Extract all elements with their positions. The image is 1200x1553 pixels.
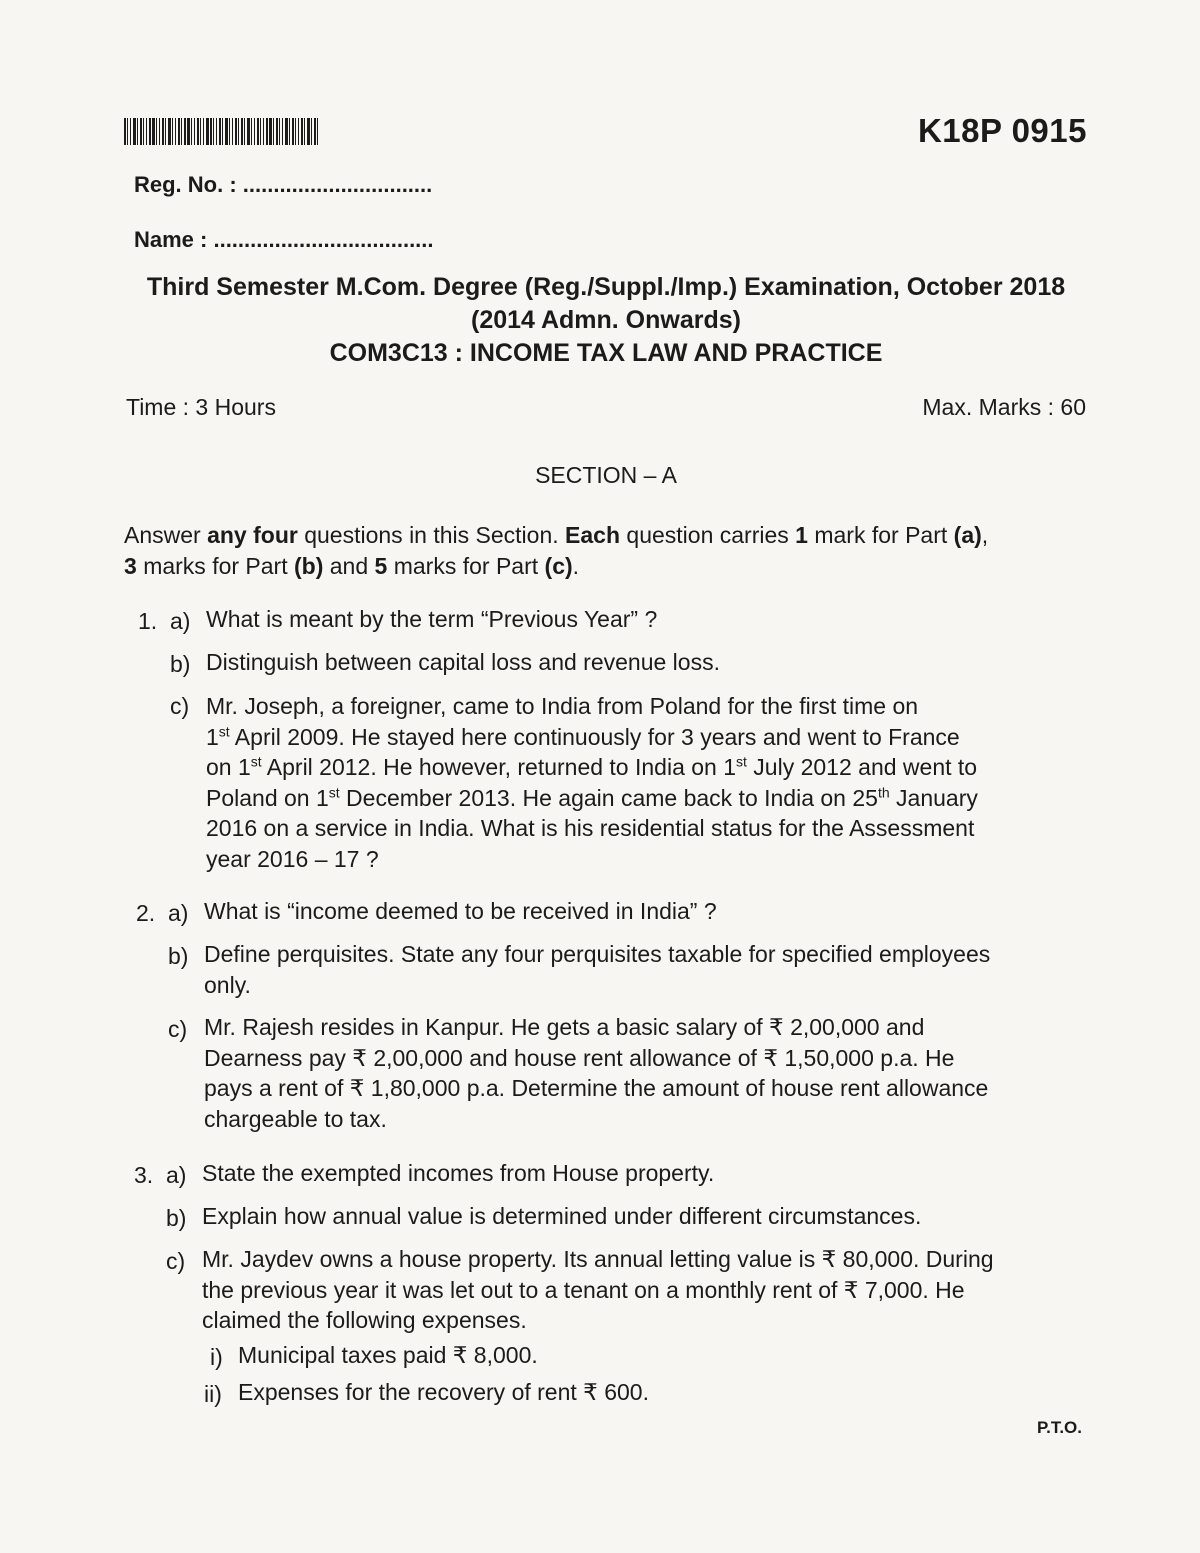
barcode-bar <box>159 118 160 145</box>
barcode-bar <box>266 118 268 145</box>
barcode-bar <box>314 118 316 145</box>
barcode-bar <box>260 118 261 145</box>
section-instruction: Answer any four questions in this Section. Each question carries 1 mark for Part (a), 3 marks for Part (b) and 5 marks for Part (c). <box>124 522 989 579</box>
barcode-bar <box>162 118 164 145</box>
barcode-bar <box>127 118 128 145</box>
barcode-bar <box>146 118 147 145</box>
barcode-bar <box>191 118 192 145</box>
barcode-bar <box>156 118 157 145</box>
barcode-bar <box>175 118 176 145</box>
barcode-bar <box>241 118 243 145</box>
barcode-bar <box>254 118 255 145</box>
question-2b-text: Define perquisites. State any four perquisites taxable for specified employees only. <box>204 941 991 998</box>
reg-no-field: Reg. No. : ............................... <box>134 172 433 197</box>
barcode-bar <box>152 118 155 145</box>
question-2c-text: Mr. Rajesh resides in Kanpur. He gets a basic salary of ₹ 2,00,000 and Dearness pay ₹ 2,00,000 and house rent allowance of ₹ 1,50,000 p.a. He pays a rent of ₹ 1,80,000 p.a. Determine the amount of house rent allowance chargeable to tax. <box>204 1014 989 1132</box>
barcode-bar <box>197 118 199 145</box>
question-3c-i-text: Municipal taxes paid ₹ 8,000. <box>238 1342 538 1368</box>
barcode-bar <box>137 118 138 145</box>
barcode-bar <box>311 118 312 145</box>
barcode-bar <box>210 118 212 145</box>
admission-note: (2014 Admn. Onwards) <box>471 306 741 334</box>
barcode-bar <box>273 118 274 145</box>
question-1a-label: a) <box>170 608 191 634</box>
section-title: SECTION – A <box>535 462 677 488</box>
barcode-bar <box>285 118 288 145</box>
question-3b-label: b) <box>166 1205 187 1231</box>
barcode-bar <box>244 118 245 145</box>
barcode-bar <box>232 118 233 145</box>
name-field: Name : .................................... <box>134 227 434 252</box>
barcode-bar <box>194 118 195 145</box>
barcode-bar <box>235 118 237 145</box>
course-title: COM3C13 : INCOME TAX LAW AND PRACTICE <box>329 339 883 367</box>
question-1b-label: b) <box>170 651 191 677</box>
question-2-number: 2. <box>136 900 156 926</box>
barcode-bar <box>282 118 283 145</box>
barcode-bar <box>304 118 305 145</box>
question-3b-text: Explain how annual value is determined under different circumstances. <box>202 1203 922 1229</box>
barcode-bar <box>149 118 151 145</box>
barcode-bar <box>307 118 310 145</box>
paper-code: K18P 0915 <box>917 112 1087 149</box>
barcode-bar <box>187 118 190 145</box>
barcode-bar <box>143 118 144 145</box>
barcode-bar <box>222 118 223 145</box>
barcode-bar <box>133 118 136 145</box>
barcode-bar <box>200 118 201 145</box>
barcode-bar <box>181 118 182 145</box>
barcode-bar <box>276 118 278 145</box>
barcode-bar <box>269 118 272 145</box>
barcode-bar <box>165 118 166 145</box>
barcode-bar <box>184 118 186 145</box>
barcode-bar <box>225 118 228 145</box>
question-2a-text: What is “income deemed to be received in India” ? <box>204 898 717 924</box>
question-2b-label: b) <box>168 943 189 969</box>
barcode-bar <box>219 118 221 145</box>
barcode-bar <box>257 118 259 145</box>
question-1a-text: What is meant by the term “Previous Year” ? <box>206 606 658 632</box>
question-3a-label: a) <box>166 1162 187 1188</box>
barcode-bar <box>317 118 318 145</box>
barcode-bar <box>279 118 280 145</box>
barcode <box>124 118 346 145</box>
question-2a-label: a) <box>168 900 189 926</box>
question-2c-label: c) <box>168 1016 188 1042</box>
question-1b-text: Distinguish between capital loss and revenue loss. <box>206 649 720 675</box>
barcode-bar <box>298 118 299 145</box>
question-3-number: 3. <box>134 1162 154 1188</box>
barcode-bar <box>124 118 126 145</box>
exam-title: Third Semester M.Com. Degree (Reg./Suppl./Imp.) Examination, October 2018 <box>146 273 1066 301</box>
barcode-bar <box>140 118 142 145</box>
barcode-bar <box>289 118 290 145</box>
question-3c-i-label: i) <box>210 1344 223 1370</box>
barcode-bar <box>206 118 209 145</box>
question-3c-ii-text: Expenses for the recovery of rent ₹ 600. <box>238 1379 649 1405</box>
barcode-bar <box>216 118 217 145</box>
barcode-bar <box>178 118 180 145</box>
question-1-number: 1. <box>138 608 158 634</box>
question-3c-label: c) <box>166 1248 186 1274</box>
barcode-bar <box>130 118 131 145</box>
question-3c-ii-label: ii) <box>204 1381 222 1407</box>
barcode-bar <box>203 118 204 145</box>
max-marks: Max. Marks : 60 <box>922 394 1086 420</box>
barcode-bar <box>168 118 171 145</box>
question-3c-text: Mr. Jaydev owns a house property. Its annual letting value is ₹ 80,000. During the previous year it was let out to a tenant on a monthly rent of ₹ 7,000. He claimed the following expenses. <box>202 1246 994 1333</box>
question-3a-text: State the exempted incomes from House property. <box>202 1160 715 1186</box>
barcode-bar <box>295 118 296 145</box>
barcode-bar <box>238 118 239 145</box>
pto-note: P.T.O. <box>1036 1418 1082 1437</box>
barcode-bar <box>251 118 252 145</box>
barcode-bar <box>301 118 303 145</box>
barcode-bar <box>172 118 173 145</box>
barcode-bar <box>292 118 294 145</box>
barcode-bar <box>247 118 250 145</box>
barcode-bar <box>229 118 230 145</box>
barcode-bar <box>213 118 214 145</box>
barcode-bar <box>263 118 264 145</box>
question-1c-text: Mr. Joseph, a foreigner, came to India from Poland for the first time on 1st April 2009. He stayed here continuously for 3 years and went to France on 1st April 2012. He however, returned to India on 1st July 2012 and went to Poland on 1st December 2013. He again came back to India on 25th January 2016 on a service in India. What is his residential status for the Assessment year 2016 – 17 ? <box>206 693 978 872</box>
question-1c-label: c) <box>170 693 190 719</box>
time-allowed: Time : 3 Hours <box>126 394 276 420</box>
